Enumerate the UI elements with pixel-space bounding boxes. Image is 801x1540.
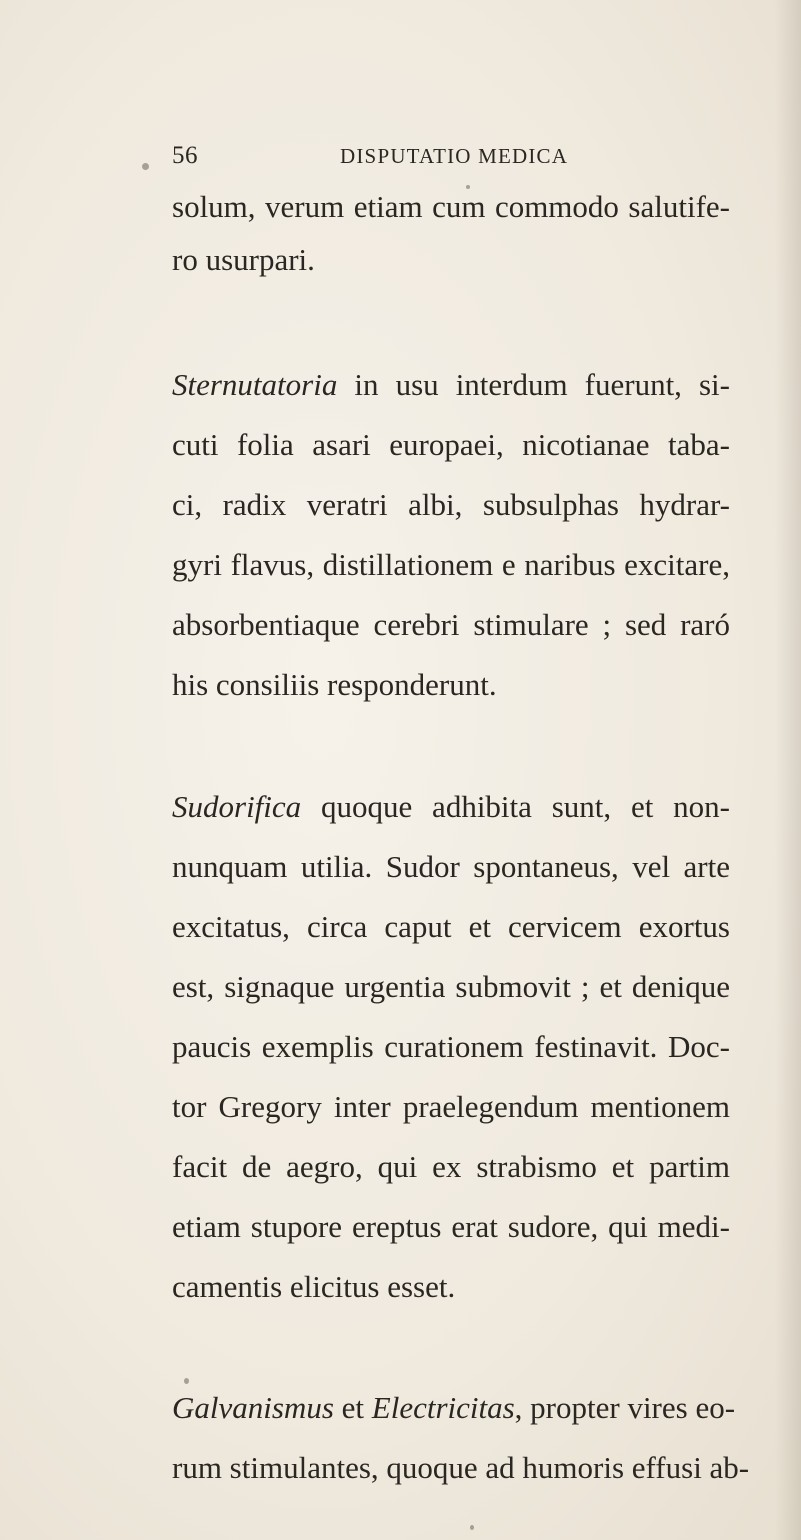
page-number: 56	[172, 142, 198, 169]
text-line: nunquam utilia. Sudor spontaneus, vel arte	[172, 849, 730, 884]
text-line: ro usurpari.	[172, 242, 315, 277]
text-span: in usu interdum fuerunt, si-	[337, 367, 730, 402]
italic-term: Sudorifica	[172, 789, 302, 824]
text-line: est, signaque urgentia submovit ; et denique	[172, 969, 730, 1004]
text-line: his consiliis responderunt.	[172, 667, 497, 702]
ink-speck	[142, 163, 149, 170]
italic-term: Galvanismus	[172, 1390, 334, 1425]
text-line: facit de aegro, qui ex strabismo et partim	[172, 1149, 730, 1184]
text-line: ci, radix veratri albi, subsulphas hydrar-	[172, 487, 730, 522]
ink-speck	[184, 1378, 189, 1384]
text-line	[172, 365, 730, 405]
text-line: solum, verum etiam cum commodo salutife-	[172, 189, 730, 224]
text-line: absorbentiaque cerebri stimulare ; sed raró	[172, 607, 730, 642]
running-title: DISPUTATIO MEDICA	[340, 144, 569, 168]
text-span: quoque adhibita sunt, et non-	[301, 789, 730, 824]
page-header	[172, 142, 632, 176]
page-edge-shadow	[775, 0, 801, 1540]
text-line: camentis elicitus esset.	[172, 1269, 456, 1304]
text-line: etiam stupore ereptus erat sudore, qui medi-	[172, 1209, 730, 1244]
italic-term: Electricitas	[371, 1390, 515, 1425]
ink-speck	[470, 1525, 474, 1530]
italic-term: Sternutatoria	[172, 367, 338, 402]
text-line: rum stimulantes, quoque ad humoris effusi ab-	[172, 1450, 750, 1485]
ink-speck	[466, 185, 470, 189]
text-line	[172, 787, 730, 827]
text-line	[172, 1388, 736, 1428]
text-span: , propter vires eo-	[514, 1390, 736, 1425]
text-line: cuti folia asari europaei, nicotianae taba-	[172, 427, 730, 462]
text-line: paucis exemplis curationem festinavit. Doc-	[172, 1029, 730, 1064]
text-line: gyri flavus, distillationem e naribus excitare,	[172, 547, 730, 582]
text-span: et	[333, 1390, 372, 1425]
text-line: excitatus, circa caput et cervicem exortus	[172, 909, 730, 944]
text-line: tor Gregory inter praelegendum mentionem	[172, 1089, 730, 1124]
